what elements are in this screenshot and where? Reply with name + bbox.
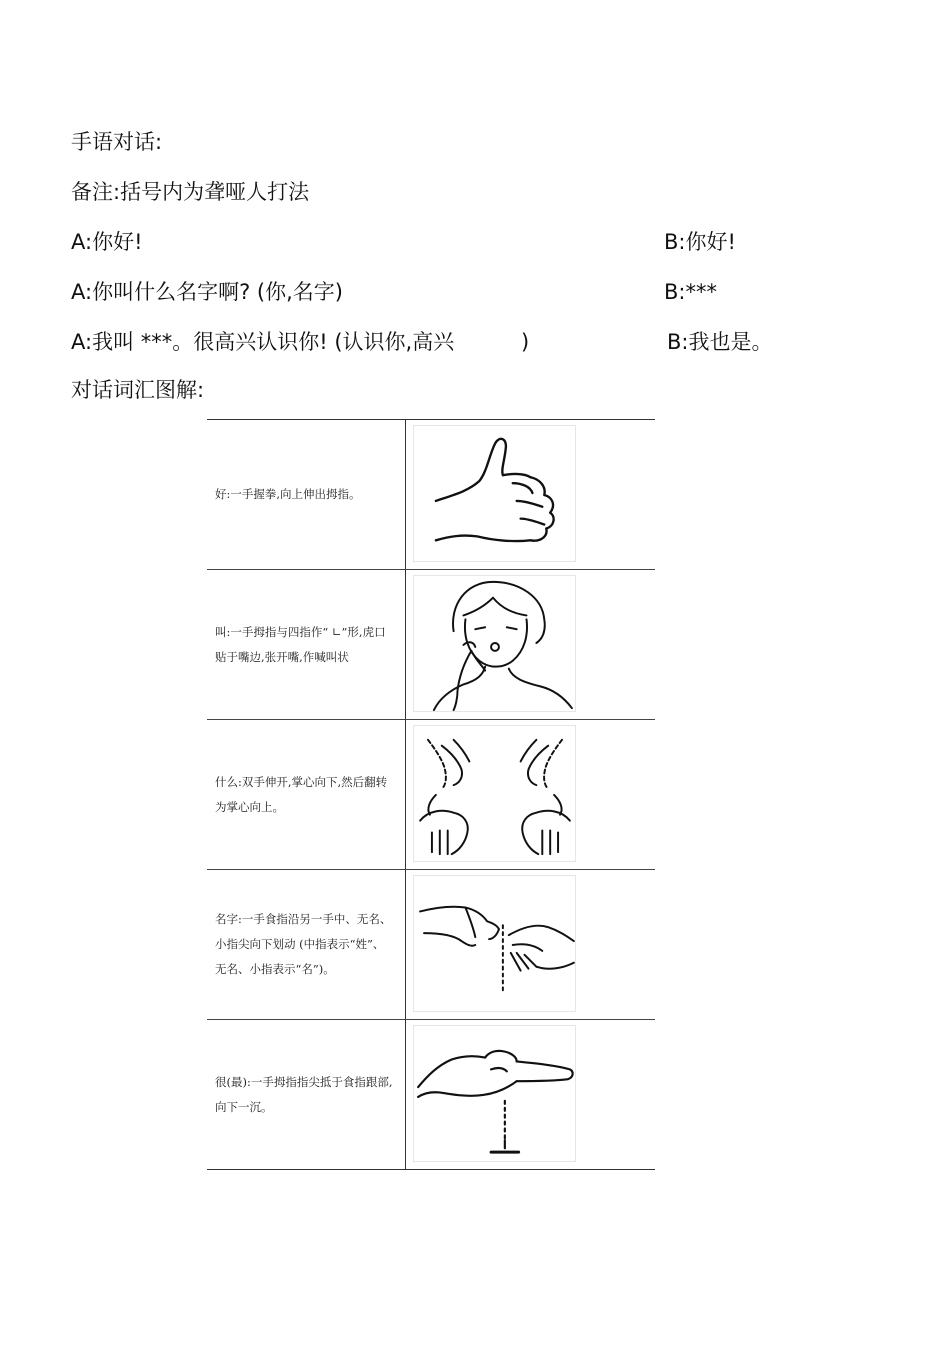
table-row [207,1020,655,1169]
woman-calling-hand-illustration [414,576,575,711]
vocab-description [207,720,406,869]
dialogue-a-1: A:你好! [71,230,143,254]
table-row [207,720,655,870]
dialogue-a-3: A:我叫 ***。很高兴认识你! (认识你,高兴 ) [71,330,530,354]
vocab-text: 什么:双手伸开,掌心向下,然后翻转为掌心向上。 [215,774,388,814]
vocab-title: 对话词汇图解: [71,378,205,402]
dialogue-b-1: B:你好! [664,230,736,254]
finger-stroke-illustration [414,876,575,1011]
vocab-description [207,870,406,1019]
vocab-description [207,1020,406,1169]
table-row [207,570,655,720]
vocab-image-cell [406,720,655,869]
table-row [207,420,655,570]
vocab-description [207,570,406,719]
vocab-text: 很(最):一手拇指指尖抵于食指跟部,向下一沉。 [215,1074,393,1114]
vocab-image-cell [406,420,655,569]
hands-flip-illustration [414,726,575,861]
vocab-image-cell [406,1020,655,1169]
note-text: 备注:括号内为聋哑人打法 [71,180,310,204]
vocab-description [207,420,406,569]
vocab-image-cell [406,570,655,719]
vocab-text: 好:一手握拳,向上伸出拇指。 [215,487,361,501]
dialogue-b-3: B:我也是。 [667,330,773,354]
table-row [207,870,655,1020]
page-title: 手语对话: [71,130,163,154]
vocab-text: 叫:一手拇指与四指作“ ∟”形,虎口贴于嘴边,张开嘴,作喊叫状 [215,624,386,664]
vocab-image-cell [406,870,655,1019]
dialogue-b-2: B:*** [664,280,717,304]
dialogue-a-2: A:你叫什么名字啊? (你,名字) [71,280,343,304]
thumb-press-illustration [414,1026,575,1161]
thumbs-up-hand-illustration [414,426,575,561]
vocab-text: 名字:一手食指沿另一手中、无名、小指尖向下划动 (中指表示“姓”、无名、小指表示“名”)。 [215,912,392,976]
vocab-table [207,419,655,1170]
